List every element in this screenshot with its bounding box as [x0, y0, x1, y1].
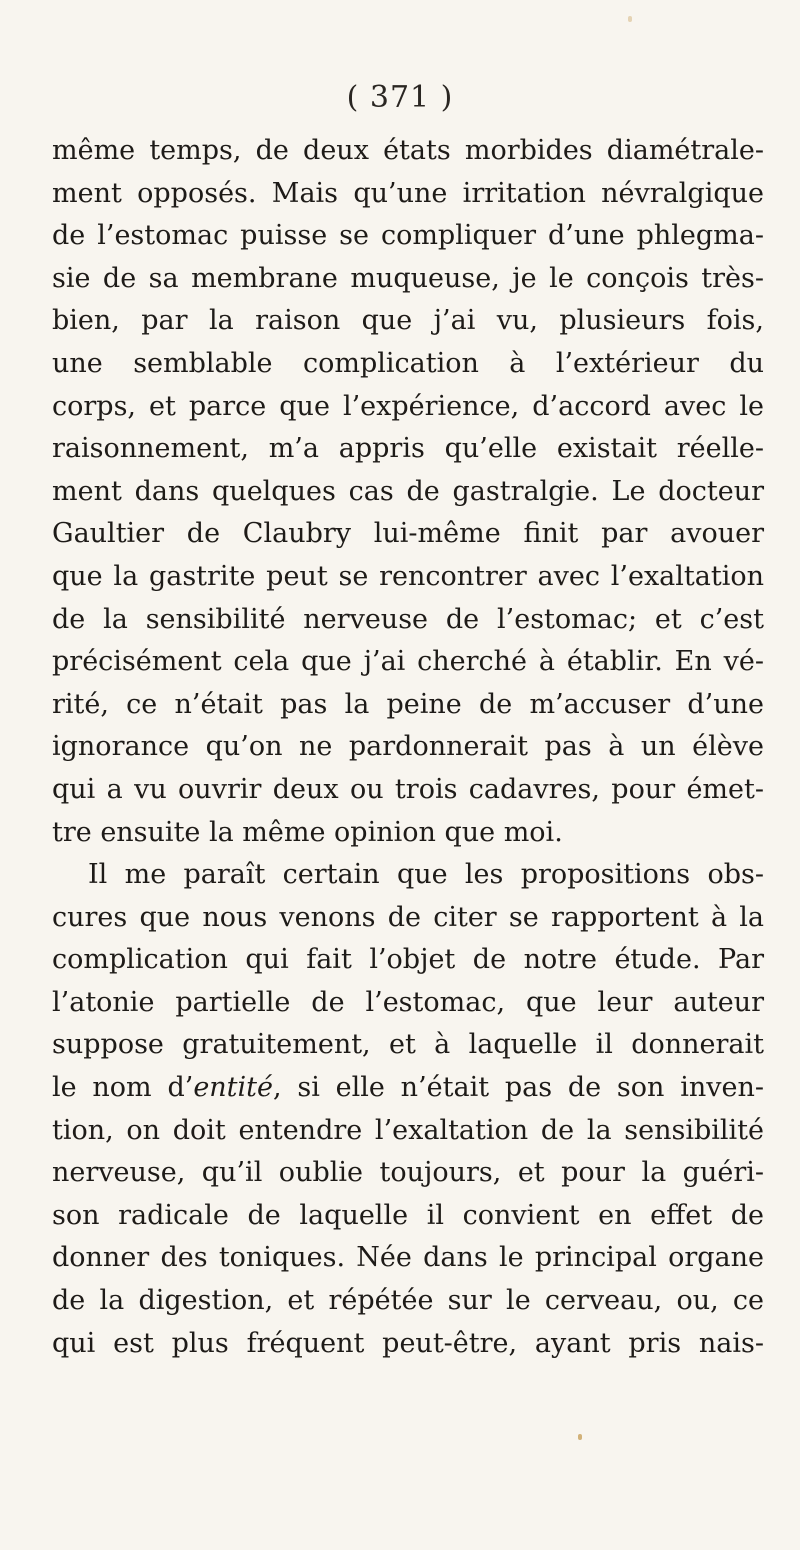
- text-line: suppose gratuitement, et à laquelle il donnerait: [52, 1029, 764, 1061]
- text-line: donner des toniques. Née dans le principal organe: [52, 1242, 764, 1274]
- text-line: de la digestion, et répétée sur le cerveau, ou, ce: [52, 1285, 764, 1317]
- text-line: rité, ce n’était pas la peine de m’accuser d’une: [52, 688, 764, 720]
- text-line: nerveuse, qu’il oublie toujours, et pour la guéri-: [52, 1157, 764, 1189]
- text-line: qui a vu ouvrir deux ou trois cadavres, pour émet-: [52, 773, 764, 805]
- text-line: corps, et parce que l’expérience, d’accord avec le: [52, 390, 764, 422]
- text-line: bien, par la raison que j’ai vu, plusieurs fois,: [52, 305, 764, 337]
- text-line: qui est plus fréquent peut-être, ayant pris nais-: [52, 1327, 764, 1359]
- paper-speck: [578, 1434, 582, 1440]
- text-line: même temps, de deux états morbides diamétrale-: [52, 135, 764, 166]
- text-line: de la sensibilité nerveuse de l’estomac; et c’est: [52, 603, 764, 635]
- text-line: ment dans quelques cas de gastralgie. Le docteur: [52, 475, 764, 507]
- text-line: Gaultier de Claubry lui-même finit par avouer: [52, 518, 764, 550]
- text-line: complication qui fait l’objet de notre étude. Par: [52, 944, 764, 976]
- text-line: tre ensuite la même opinion que moi.: [52, 816, 563, 848]
- paper-speck: [628, 16, 632, 22]
- text-line: de l’estomac puisse se compliquer d’une phlegma-: [52, 220, 764, 252]
- text-line: cures que nous venons de citer se rapportent à la: [52, 901, 764, 933]
- text-line: l’atonie partielle de l’estomac, que leur auteur: [52, 986, 764, 1018]
- text-line: une semblable complication à l’extérieur du: [52, 347, 764, 379]
- text-line: ment opposés. Mais qu’une irritation névralgique: [52, 177, 764, 209]
- body-text: [52, 130, 764, 1365]
- text-line: le nom d’entité, si elle n’était pas de son inven-: [52, 1072, 764, 1104]
- page-number: ( 371 ): [346, 80, 454, 115]
- text-line: précisément cela que j’ai cherché à établir. En vé-: [52, 646, 764, 678]
- text-line: raisonnement, m’a appris qu’elle existait réelle-: [52, 433, 764, 465]
- text-line: sie de sa membrane muqueuse, je le conçois très-: [52, 262, 764, 294]
- text-line: que la gastrite peut se rencontrer avec l’exaltation: [52, 560, 764, 592]
- italic-word: entité: [193, 1072, 273, 1104]
- text-line: son radicale de laquelle il convient en effet de: [52, 1199, 764, 1231]
- text-line: ignorance qu’on ne pardonnerait pas à un élève: [52, 731, 764, 763]
- paragraph-start-line: Il me paraît certain que les propositions obs-: [88, 859, 764, 891]
- text-line: tion, on doit entendre l’exaltation de la sensibilité: [52, 1114, 764, 1146]
